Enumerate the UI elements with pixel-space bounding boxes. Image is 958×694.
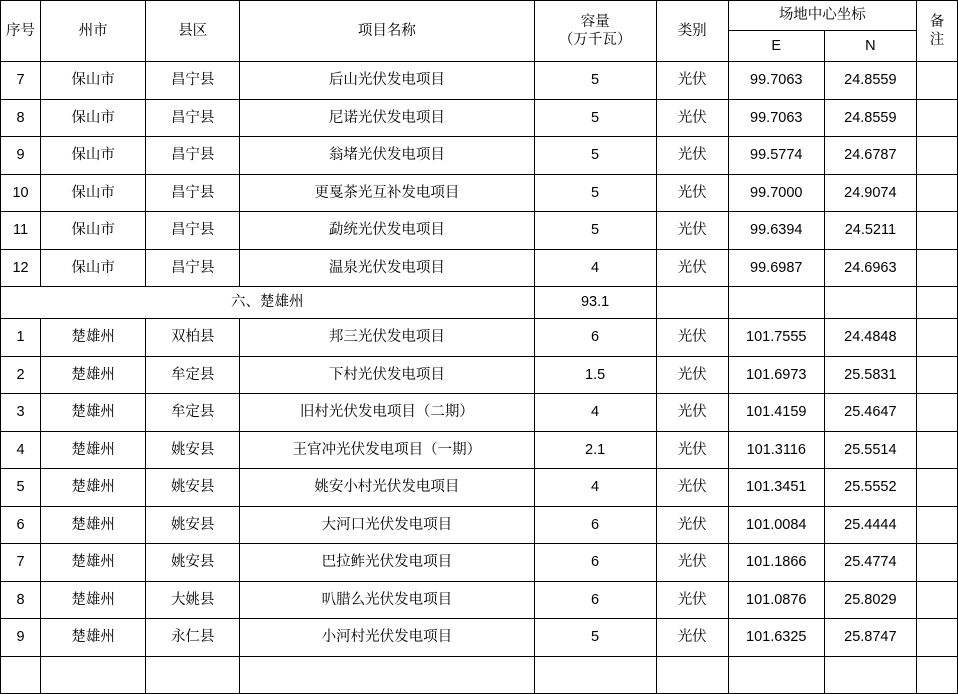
cell-capacity: 5 — [534, 212, 656, 250]
column-header-coordinates: 场地中心坐标 — [728, 1, 916, 31]
column-header-index-text: 序号 — [6, 22, 36, 39]
table-row — [1, 137, 958, 175]
cell-east: 101.7555 — [728, 319, 824, 357]
cell-city: 保山市 — [41, 212, 146, 250]
cell-city: 保山市 — [41, 62, 146, 100]
cell-city: 保山市 — [41, 99, 146, 137]
cell-capacity: 4 — [534, 394, 656, 432]
cell-project: 叭腊么光伏发电项目 — [240, 581, 534, 619]
cell-index: 10 — [1, 174, 41, 212]
table-header-row-1 — [1, 1, 958, 31]
cell-project — [240, 656, 534, 694]
table-row — [1, 506, 958, 544]
cell-city: 楚雄州 — [41, 544, 146, 582]
cell-north: 25.4444 — [824, 506, 916, 544]
cell-category: 光伏 — [656, 506, 728, 544]
cell-city: 楚雄州 — [41, 356, 146, 394]
column-header-project: 项目名称 — [240, 1, 534, 62]
cell-city: 楚雄州 — [41, 581, 146, 619]
cell-project: 后山光伏发电项目 — [240, 62, 534, 100]
cell-note — [916, 356, 957, 394]
column-header-capacity-line1: 容量 — [580, 13, 610, 30]
cell-capacity: 1.5 — [534, 356, 656, 394]
cell-index: 7 — [1, 62, 41, 100]
table-row — [1, 356, 958, 394]
cell-note — [916, 249, 957, 287]
cell-capacity: 6 — [534, 544, 656, 582]
cell-index — [1, 656, 41, 694]
section-blank-category — [656, 287, 728, 319]
cell-index: 12 — [1, 249, 41, 287]
table-row — [1, 581, 958, 619]
table-row — [1, 212, 958, 250]
column-header-note-char1: 备 — [929, 13, 945, 30]
cell-north — [824, 656, 916, 694]
cell-north: 25.5514 — [824, 431, 916, 469]
cell-city: 保山市 — [41, 174, 146, 212]
cell-category: 光伏 — [656, 319, 728, 357]
cell-index: 3 — [1, 394, 41, 432]
table-row — [1, 656, 958, 694]
cell-index: 9 — [1, 137, 41, 175]
cell-capacity: 4 — [534, 249, 656, 287]
cell-note — [916, 99, 957, 137]
cell-project: 翁堵光伏发电项目 — [240, 137, 534, 175]
table-row — [1, 62, 958, 100]
cell-category: 光伏 — [656, 249, 728, 287]
cell-note — [916, 431, 957, 469]
cell-project: 下村光伏发电项目 — [240, 356, 534, 394]
cell-project: 大河口光伏发电项目 — [240, 506, 534, 544]
section-blank-note — [916, 287, 957, 319]
cell-county: 昌宁县 — [146, 137, 240, 175]
cell-north: 24.8559 — [824, 62, 916, 100]
table-header — [1, 1, 958, 62]
cell-county: 姚安县 — [146, 544, 240, 582]
table-row — [1, 431, 958, 469]
cell-project: 更戛茶光互补发电项目 — [240, 174, 534, 212]
cell-index: 8 — [1, 581, 41, 619]
cell-east: 101.0876 — [728, 581, 824, 619]
table-row — [1, 174, 958, 212]
cell-county: 昌宁县 — [146, 62, 240, 100]
column-header-category: 类别 — [656, 1, 728, 62]
cell-east: 99.7063 — [728, 62, 824, 100]
cell-north: 24.8559 — [824, 99, 916, 137]
cell-category: 光伏 — [656, 174, 728, 212]
cell-category: 光伏 — [656, 469, 728, 507]
cell-north: 25.5552 — [824, 469, 916, 507]
cell-east: 101.1866 — [728, 544, 824, 582]
cell-east — [728, 656, 824, 694]
cell-county: 昌宁县 — [146, 174, 240, 212]
table-row — [1, 99, 958, 137]
cell-county: 昌宁县 — [146, 249, 240, 287]
cell-capacity: 4 — [534, 469, 656, 507]
cell-city: 楚雄州 — [41, 394, 146, 432]
cell-note — [916, 506, 957, 544]
cell-category — [656, 656, 728, 694]
cell-north: 25.4647 — [824, 394, 916, 432]
cell-category: 光伏 — [656, 137, 728, 175]
column-header-capacity — [534, 1, 656, 62]
column-header-note-char2: 注 — [929, 32, 945, 48]
cell-project: 姚安小村光伏发电项目 — [240, 469, 534, 507]
cell-east: 101.0084 — [728, 506, 824, 544]
cell-project: 温泉光伏发电项目 — [240, 249, 534, 287]
cell-project: 邦三光伏发电项目 — [240, 319, 534, 357]
cell-index: 11 — [1, 212, 41, 250]
column-header-note — [916, 1, 957, 62]
section-label: 六、楚雄州 — [1, 287, 535, 319]
cell-capacity: 5 — [534, 62, 656, 100]
cell-note — [916, 137, 957, 175]
column-header-capacity-line2: （万千瓦） — [558, 32, 632, 48]
cell-index: 9 — [1, 619, 41, 657]
cell-city: 楚雄州 — [41, 619, 146, 657]
cell-index: 7 — [1, 544, 41, 582]
cell-note — [916, 619, 957, 657]
cell-north: 25.8747 — [824, 619, 916, 657]
cell-east: 101.3451 — [728, 469, 824, 507]
section-blank-east — [728, 287, 824, 319]
cell-note — [916, 319, 957, 357]
cell-east: 101.4159 — [728, 394, 824, 432]
cell-project: 旧村光伏发电项目（二期） — [240, 394, 534, 432]
cell-capacity: 5 — [534, 99, 656, 137]
cell-category: 光伏 — [656, 544, 728, 582]
cell-category: 光伏 — [656, 212, 728, 250]
table-body — [1, 62, 958, 694]
column-header-index — [1, 1, 41, 62]
cell-county: 牟定县 — [146, 356, 240, 394]
table-row — [1, 319, 958, 357]
column-header-east: E — [728, 31, 824, 62]
table-row — [1, 469, 958, 507]
cell-east: 99.7000 — [728, 174, 824, 212]
column-header-north: N — [824, 31, 916, 62]
cell-county: 姚安县 — [146, 469, 240, 507]
cell-index: 5 — [1, 469, 41, 507]
cell-note — [916, 212, 957, 250]
table-row — [1, 544, 958, 582]
cell-project: 王官冲光伏发电项目（一期） — [240, 431, 534, 469]
cell-index: 8 — [1, 99, 41, 137]
cell-county: 姚安县 — [146, 506, 240, 544]
cell-category: 光伏 — [656, 62, 728, 100]
cell-east: 101.6973 — [728, 356, 824, 394]
cell-county: 永仁县 — [146, 619, 240, 657]
cell-index: 2 — [1, 356, 41, 394]
cell-city: 楚雄州 — [41, 431, 146, 469]
cell-capacity: 2.1 — [534, 431, 656, 469]
cell-capacity: 6 — [534, 319, 656, 357]
cell-index: 4 — [1, 431, 41, 469]
cell-project: 巴拉鲊光伏发电项目 — [240, 544, 534, 582]
column-header-city: 州市 — [41, 1, 146, 62]
cell-capacity: 5 — [534, 137, 656, 175]
cell-east: 101.3116 — [728, 431, 824, 469]
cell-note — [916, 62, 957, 100]
cell-category: 光伏 — [656, 356, 728, 394]
cell-capacity: 6 — [534, 581, 656, 619]
section-capacity: 93.1 — [534, 287, 656, 319]
cell-north: 24.6963 — [824, 249, 916, 287]
cell-category: 光伏 — [656, 581, 728, 619]
cell-north: 25.8029 — [824, 581, 916, 619]
cell-note — [916, 174, 957, 212]
cell-project: 小河村光伏发电项目 — [240, 619, 534, 657]
cell-project: 勐统光伏发电项目 — [240, 212, 534, 250]
cell-east: 99.6394 — [728, 212, 824, 250]
cell-city: 保山市 — [41, 249, 146, 287]
cell-category: 光伏 — [656, 431, 728, 469]
cell-county: 昌宁县 — [146, 212, 240, 250]
cell-north: 24.5211 — [824, 212, 916, 250]
cell-capacity: 5 — [534, 619, 656, 657]
table-row — [1, 619, 958, 657]
cell-north: 24.9074 — [824, 174, 916, 212]
cell-county: 大姚县 — [146, 581, 240, 619]
cell-index: 1 — [1, 319, 41, 357]
cell-north: 25.5831 — [824, 356, 916, 394]
cell-note — [916, 581, 957, 619]
cell-north: 24.6787 — [824, 137, 916, 175]
cell-east: 99.5774 — [728, 137, 824, 175]
table-row — [1, 249, 958, 287]
cell-county: 姚安县 — [146, 431, 240, 469]
column-header-county: 县区 — [146, 1, 240, 62]
cell-capacity: 5 — [534, 174, 656, 212]
cell-capacity: 6 — [534, 506, 656, 544]
cell-city: 楚雄州 — [41, 319, 146, 357]
cell-east: 99.7063 — [728, 99, 824, 137]
cell-city — [41, 656, 146, 694]
cell-north: 25.4774 — [824, 544, 916, 582]
cell-city: 保山市 — [41, 137, 146, 175]
cell-east: 99.6987 — [728, 249, 824, 287]
cell-county: 牟定县 — [146, 394, 240, 432]
cell-city: 楚雄州 — [41, 469, 146, 507]
cell-note — [916, 394, 957, 432]
cell-project: 尼诺光伏发电项目 — [240, 99, 534, 137]
cell-county: 双柏县 — [146, 319, 240, 357]
cell-county: 昌宁县 — [146, 99, 240, 137]
cell-category: 光伏 — [656, 394, 728, 432]
table-row — [1, 394, 958, 432]
cell-capacity — [534, 656, 656, 694]
cell-category: 光伏 — [656, 619, 728, 657]
cell-east: 101.6325 — [728, 619, 824, 657]
cell-index: 6 — [1, 506, 41, 544]
cell-county — [146, 656, 240, 694]
cell-category: 光伏 — [656, 99, 728, 137]
cell-north: 24.4848 — [824, 319, 916, 357]
cell-note — [916, 544, 957, 582]
cell-city: 楚雄州 — [41, 506, 146, 544]
section-blank-north — [824, 287, 916, 319]
section-row — [1, 287, 958, 319]
cell-note — [916, 469, 957, 507]
cell-note — [916, 656, 957, 694]
